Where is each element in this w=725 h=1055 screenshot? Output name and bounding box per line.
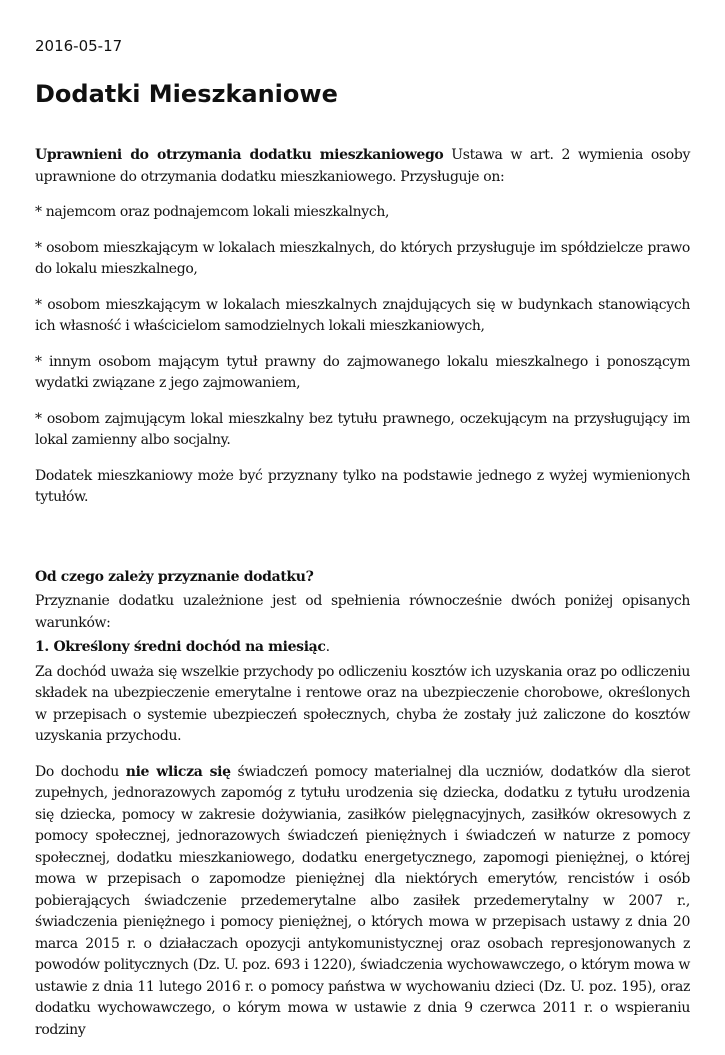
exclusion-text: świadczeń pomocy materialnej dla uczniów, dodatków dla sierot zupełnych, jednorazowych zapomóg z tytułu urodzenia się dziecka, dodatku z tytułu urodzenia się dziecka, pomocy w zakresie dożywiania, zasiłków pielęgnacyjnych, zasiłków okresowych z pomocy społecznej, jednorazowych świadczeń pieniężnych i świadczeń w naturze z pomocy społecznej, dodatku mieszkaniowego, dodatku energetycznego, zapomogi pieniężnej, o której mowa w przepisach o zapomodze pieniężnej dla niektórych emerytów, rencistów i osób pobierających świadczenie przedemerytalne albo zasiłek przedemerytalny w 2007 r., świadczenia pieniężnego i pomocy pieniężnej, o których mowa w przepisach ustawy z dnia 20 marca 2015 r. o działaczach opozycji antykomunistycznej oraz osobach represjonowanych z powodów politycznych (Dz. U. poz. 693 i 1220), świadczenia wychowawczego, o którym mowa w ustawie z dnia 11 lutego 2016 r. o pomocy państwa w wychowaniu dzieci (Dz. U. poz. 195), oraz dodatku wychowawczego, o kórym mowa w ustawie z dnia 9 czerwca 2011 r. o wspieraniu rodziny: [35, 763, 690, 1038]
exclusion-prefix: Do dochodu: [35, 763, 126, 780]
condition1-punct: .: [325, 639, 330, 655]
list-item: * najemcom oraz podnajemcom lokali mieszkalnych,: [35, 204, 390, 220]
intro-heading: Uprawnieni do otrzymania dodatku mieszkaniowego: [35, 147, 444, 163]
document-body: [35, 145, 690, 1055]
condition1-heading: 1. Określony średni dochód na miesiąc: [35, 639, 326, 655]
section-spacer: [35, 523, 690, 567]
conditions-intro: Przyznanie dodatku uzależnione jest od spełnienia równocześnie dwóch poniżej opisanych warunków:: [35, 593, 690, 631]
intro-paragraph: [35, 145, 690, 188]
income-definition: Za dochód uważa się wszelkie przychody po odliczeniu kosztów ich uzyskania oraz po odliczeniu składek na ubezpieczenie emerytalne i rentowe oraz na ubezpieczenie chorobowe, określonych w przepisach o systemie ubezpieczeń społecznych, chyba że zostały już zaliczone do kosztów uzyskania przychodu.: [35, 663, 690, 744]
intro-text: Ustawa w art. 2 wymienia osoby uprawnione do otrzymania dodatku mieszkaniowego. Przysługuje on:: [35, 147, 691, 185]
conditions-heading: Od czego zależy przyznanie dodatku?: [35, 568, 314, 585]
list-item: * osobom zajmującym lokal mieszkalny bez tytułu prawnego, oczekującym na przysługujący im lokal zamienny albo socjalny.: [35, 410, 690, 448]
intro-note: Dodatek mieszkaniowy może być przyznany tylko na podstawie jednego z wyżej wymienionych tytułów.: [35, 467, 690, 505]
page-title: Dodatki Mieszkaniowe: [35, 80, 338, 108]
list-item: * osobom mieszkającym w lokalach mieszkalnych znajdujących się w budynkach stanowiących ich własność i właścicielom samodzielnych lokali mieszkaniowych,: [35, 296, 690, 334]
condition1-paragraph: [35, 637, 690, 659]
list-item: * osobom mieszkającym w lokalach mieszkalnych, do których przysługuje im spółdzielcze prawo do lokalu mieszkalnego,: [35, 239, 690, 277]
list-item: * innym osobom mającym tytuł prawny do zajmowanego lokalu mieszkalnego i ponoszącym wydatki związane z jego zajmowaniem,: [35, 353, 690, 391]
exclusion-bold: nie wlicza się: [125, 763, 231, 780]
document-date: 2016-05-17: [35, 37, 123, 55]
conditions-heading-paragraph: [35, 567, 690, 589]
exclusion-paragraph: [35, 762, 690, 1042]
